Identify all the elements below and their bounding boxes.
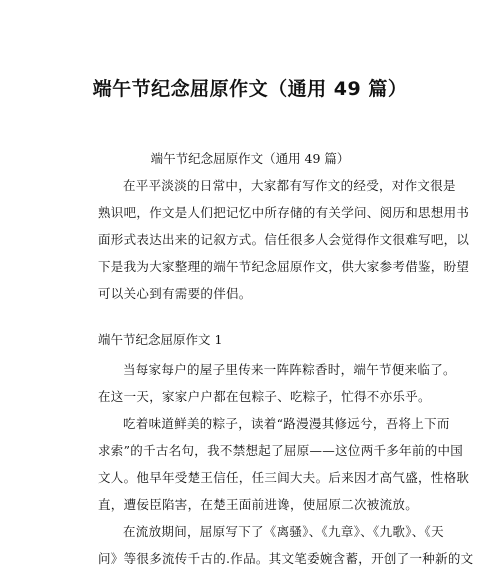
intro-line: 熟识吧，作文是人们把记忆中所存储的有关学问、阅历和思想用书: [98, 205, 470, 220]
paragraph-line: 文人。他早年受楚王信任，任三闾大夫。后来因才高气盛，性格耿: [98, 470, 470, 485]
paragraph-line: 吃着味道鲜美的粽子，读着“路漫漫其修远兮，吾将上下而: [123, 416, 450, 431]
paragraph-1: [98, 356, 456, 410]
document-title: 端午节纪念屈原作文（通用 49 篇）: [92, 78, 408, 100]
intro-paragraph: [98, 172, 470, 307]
paragraph-2: [98, 410, 470, 518]
section-heading: 端午节纪念屈原作文 1: [98, 332, 223, 347]
paragraph-line: 当每家每户的屋子里传来一阵阵粽香时，端午节便来临了。: [123, 362, 456, 377]
paragraph-line: 在这一天，家家户户都在包粽子、吃粽子，忙得不亦乐乎。: [98, 389, 431, 404]
paragraph-line: 在流放期间，屈原写下了《离骚》、《九章》、《九歌》、《天: [123, 524, 444, 539]
paragraph-line: 求索”的千古名句，我不禁想起了屈原——这位两千多年前的中国: [98, 443, 464, 458]
paragraph-line: 问》等很多流传千古的.作品。其文笔委婉含蓄，开创了一种新的文: [98, 551, 474, 566]
intro-line: 下是我为大家整理的端午节纪念屈原作文，供大家参考借鉴，盼望: [98, 259, 470, 274]
intro-line: 面形式表达出来的记叙方式。信任很多人会觉得作文很难写吧，以: [98, 232, 470, 247]
document-subtitle: 端午节纪念屈原作文（通用 49 篇）: [150, 151, 350, 166]
paragraph-3: [98, 518, 474, 572]
paragraph-line: 直，遭佞臣陷害，在楚王面前进谗，使屈原二次被流放。: [98, 497, 419, 512]
intro-line: 可以关心到有需要的伴侣。: [98, 286, 252, 301]
intro-line: 在平平淡淡的日常中，大家都有写作文的经受，对作文很是: [123, 178, 456, 193]
